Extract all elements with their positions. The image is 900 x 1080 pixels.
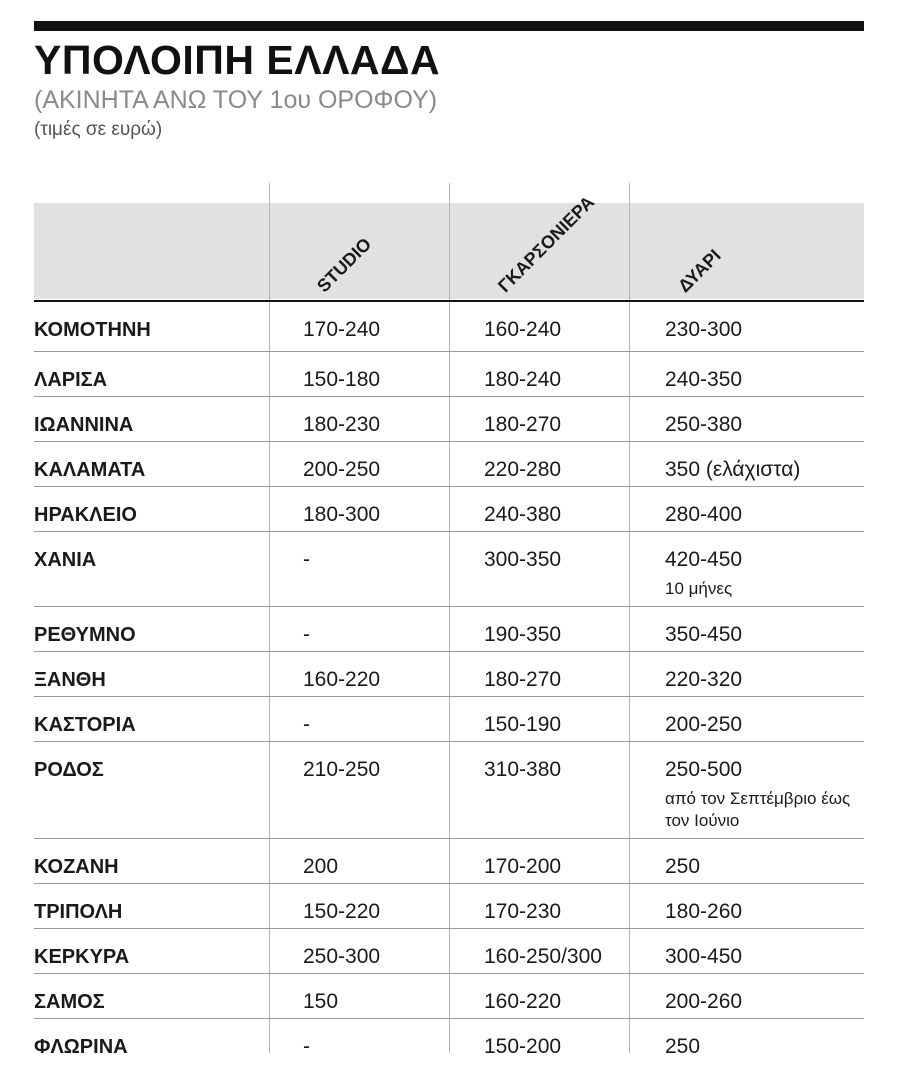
garsoniera-price-cell — [449, 884, 629, 928]
dyari-price-cell-value: 350-450 — [665, 623, 743, 646]
garsoniera-price-cell-value: 310-380 — [484, 758, 562, 781]
city-cell — [34, 352, 269, 396]
dyari-price-cell — [629, 607, 864, 651]
city-cell-value: ΚΑΣΤΟΡΙΑ — [34, 714, 136, 736]
garsoniera-price-cell-value: 150-190 — [484, 713, 562, 736]
studio-price-cell — [269, 929, 449, 973]
table-row — [34, 884, 864, 929]
garsoniera-price-cell — [449, 352, 629, 396]
garsoniera-price-cell-value: 170-230 — [484, 900, 562, 923]
table-row — [34, 607, 864, 652]
studio-price-cell — [269, 742, 449, 838]
studio-price-cell-value: 200 — [303, 855, 339, 878]
table-row — [34, 697, 864, 742]
garsoniera-price-cell — [449, 652, 629, 696]
dyari-price-cell — [629, 302, 864, 351]
dyari-price-cell-value: 200-260 — [665, 990, 743, 1013]
dyari-price-cell-value: 420-450 — [665, 548, 743, 571]
page-title: ΥΠΟΛΟΙΠΗ ΕΛΛΑΔΑ — [34, 37, 441, 83]
column-header-dyari: ΔΥΑΡΙ — [674, 245, 725, 297]
city-cell — [34, 487, 269, 531]
studio-price-cell-value: - — [303, 548, 310, 571]
garsoniera-price-cell-value: 180-270 — [484, 413, 562, 436]
garsoniera-price-cell-value: 160-250/300 — [484, 945, 602, 968]
studio-price-cell — [269, 839, 449, 883]
dyari-price-cell — [629, 697, 864, 741]
studio-price-cell-value: - — [303, 713, 310, 736]
dyari-price-cell — [629, 652, 864, 696]
dyari-price-cell — [629, 884, 864, 928]
city-cell — [34, 302, 269, 351]
table-row — [34, 352, 864, 397]
dyari-price-cell-value: 300-450 — [665, 945, 743, 968]
dyari-note: 10 μήνες — [665, 579, 733, 598]
city-cell — [34, 742, 269, 838]
table-row — [34, 302, 864, 352]
city-cell — [34, 652, 269, 696]
studio-price-cell-value: - — [303, 1035, 310, 1058]
garsoniera-price-cell-value: 150-200 — [484, 1035, 562, 1058]
city-cell — [34, 929, 269, 973]
city-cell-value: ΣΑΜΟΣ — [34, 991, 105, 1013]
garsoniera-price-cell-value: 190-350 — [484, 623, 562, 646]
garsoniera-price-cell-value: 160-220 — [484, 990, 562, 1013]
table-row — [34, 839, 864, 884]
studio-price-cell-value: - — [303, 623, 310, 646]
studio-price-cell — [269, 974, 449, 1018]
garsoniera-price-cell-value: 300-350 — [484, 548, 562, 571]
city-cell — [34, 884, 269, 928]
studio-price-cell-value: 160-220 — [303, 668, 381, 691]
table-row — [34, 442, 864, 487]
dyari-price-cell — [629, 1019, 864, 1063]
city-cell-value: ΡΟΔΟΣ — [34, 759, 104, 781]
studio-price-cell-value: 150-220 — [303, 900, 381, 923]
garsoniera-price-cell — [449, 974, 629, 1018]
dyari-price-cell — [629, 487, 864, 531]
garsoniera-price-cell — [449, 1019, 629, 1063]
top-rule — [34, 21, 864, 31]
city-cell-value: ΡΕΘΥΜΝΟ — [34, 624, 136, 646]
dyari-price-cell-value: 180-260 — [665, 900, 743, 923]
table-row — [34, 652, 864, 697]
studio-price-cell — [269, 652, 449, 696]
studio-price-cell — [269, 1019, 449, 1063]
dyari-price-cell — [629, 974, 864, 1018]
dyari-price-cell-value: 350 (ελάχιστα) — [665, 458, 801, 481]
city-cell-value: ΚΕΡΚΥΡΑ — [34, 946, 130, 968]
dyari-price-cell — [629, 839, 864, 883]
garsoniera-price-cell-value: 180-270 — [484, 668, 562, 691]
table-row — [34, 1019, 864, 1063]
dyari-price-cell-value: 250 — [665, 1035, 701, 1058]
studio-price-cell-value: 200-250 — [303, 458, 381, 481]
garsoniera-price-cell-value: 220-280 — [484, 458, 562, 481]
dyari-price-cell — [629, 929, 864, 973]
studio-price-cell — [269, 397, 449, 441]
dyari-price-cell-value: 240-350 — [665, 368, 743, 391]
dyari-price-cell-value: 230-300 — [665, 318, 743, 341]
city-cell-value: ΚΑΛΑΜΑΤΑ — [34, 459, 146, 481]
city-cell — [34, 607, 269, 651]
dyari-price-cell — [629, 742, 864, 838]
studio-price-cell — [269, 302, 449, 351]
city-cell-value: ΚΟΜΟΤΗΝΗ — [34, 319, 151, 341]
city-cell-value: ΧΑΝΙΑ — [34, 549, 97, 571]
studio-price-cell-value: 180-230 — [303, 413, 381, 436]
city-cell-value: ΦΛΩΡΙΝΑ — [34, 1036, 128, 1058]
studio-price-cell — [269, 352, 449, 396]
table-row — [34, 929, 864, 974]
garsoniera-price-cell-value: 180-240 — [484, 368, 562, 391]
garsoniera-price-cell-value: 240-380 — [484, 503, 562, 526]
city-cell — [34, 974, 269, 1018]
garsoniera-price-cell — [449, 929, 629, 973]
dyari-price-cell-value: 250 — [665, 855, 701, 878]
table-row — [34, 487, 864, 532]
city-cell — [34, 697, 269, 741]
table-row — [34, 742, 864, 839]
garsoniera-price-cell — [449, 302, 629, 351]
garsoniera-price-cell — [449, 697, 629, 741]
studio-price-cell-value: 210-250 — [303, 758, 381, 781]
table-row — [34, 974, 864, 1019]
city-cell — [34, 532, 269, 606]
city-cell — [34, 442, 269, 486]
column-header-studio: STUDIO — [313, 233, 376, 297]
table-row — [34, 532, 864, 607]
studio-price-cell — [269, 532, 449, 606]
dyari-price-cell — [629, 442, 864, 486]
dyari-note: από τον Σεπτέμβριο έως τον Ιούνιο — [665, 789, 851, 830]
garsoniera-price-cell — [449, 607, 629, 651]
garsoniera-price-cell — [449, 487, 629, 531]
studio-price-cell-value: 170-240 — [303, 318, 381, 341]
dyari-price-cell-value: 250-500 — [665, 758, 743, 781]
dyari-price-cell — [629, 532, 864, 606]
garsoniera-price-cell-value: 170-200 — [484, 855, 562, 878]
studio-price-cell-value: 150-180 — [303, 368, 381, 391]
dyari-price-cell-value: 200-250 — [665, 713, 743, 736]
studio-price-cell-value: 250-300 — [303, 945, 381, 968]
garsoniera-price-cell — [449, 742, 629, 838]
studio-price-cell-value: 150 — [303, 990, 339, 1013]
dyari-price-cell — [629, 352, 864, 396]
price-note: (τιμές σε ευρώ) — [34, 119, 163, 140]
garsoniera-price-cell — [449, 839, 629, 883]
city-cell-value: ΚΟΖΑΝΗ — [34, 856, 119, 878]
dyari-price-cell-value: 220-320 — [665, 668, 743, 691]
city-cell-value: ΗΡΑΚΛΕΙΟ — [34, 504, 137, 526]
dyari-price-cell-value: 280-400 — [665, 503, 743, 526]
city-cell-value: ΛΑΡΙΣΑ — [34, 369, 108, 391]
dyari-price-cell — [629, 397, 864, 441]
garsoniera-price-cell — [449, 532, 629, 606]
city-cell-value: ΞΑΝΘΗ — [34, 669, 106, 691]
studio-price-cell — [269, 697, 449, 741]
studio-price-cell-value: 180-300 — [303, 503, 381, 526]
table-row — [34, 397, 864, 442]
studio-price-cell — [269, 884, 449, 928]
price-table — [34, 302, 864, 1063]
page-subtitle: (ΑΚΙΝΗΤΑ ΑΝΩ ΤΟΥ 1ου ΟΡΟΦΟΥ) — [34, 86, 438, 114]
city-cell — [34, 1019, 269, 1063]
garsoniera-price-cell — [449, 397, 629, 441]
city-cell — [34, 839, 269, 883]
studio-price-cell — [269, 607, 449, 651]
column-header-garsoniera: ΓΚΑΡΣΟΝΙΕΡΑ — [494, 191, 599, 297]
garsoniera-price-cell-value: 160-240 — [484, 318, 562, 341]
city-cell — [34, 397, 269, 441]
garsoniera-price-cell — [449, 442, 629, 486]
studio-price-cell — [269, 487, 449, 531]
city-cell-value: ΙΩΑΝΝΙΝΑ — [34, 414, 134, 436]
dyari-price-cell-value: 250-380 — [665, 413, 743, 436]
city-cell-value: ΤΡΙΠΟΛΗ — [34, 901, 123, 923]
studio-price-cell — [269, 442, 449, 486]
